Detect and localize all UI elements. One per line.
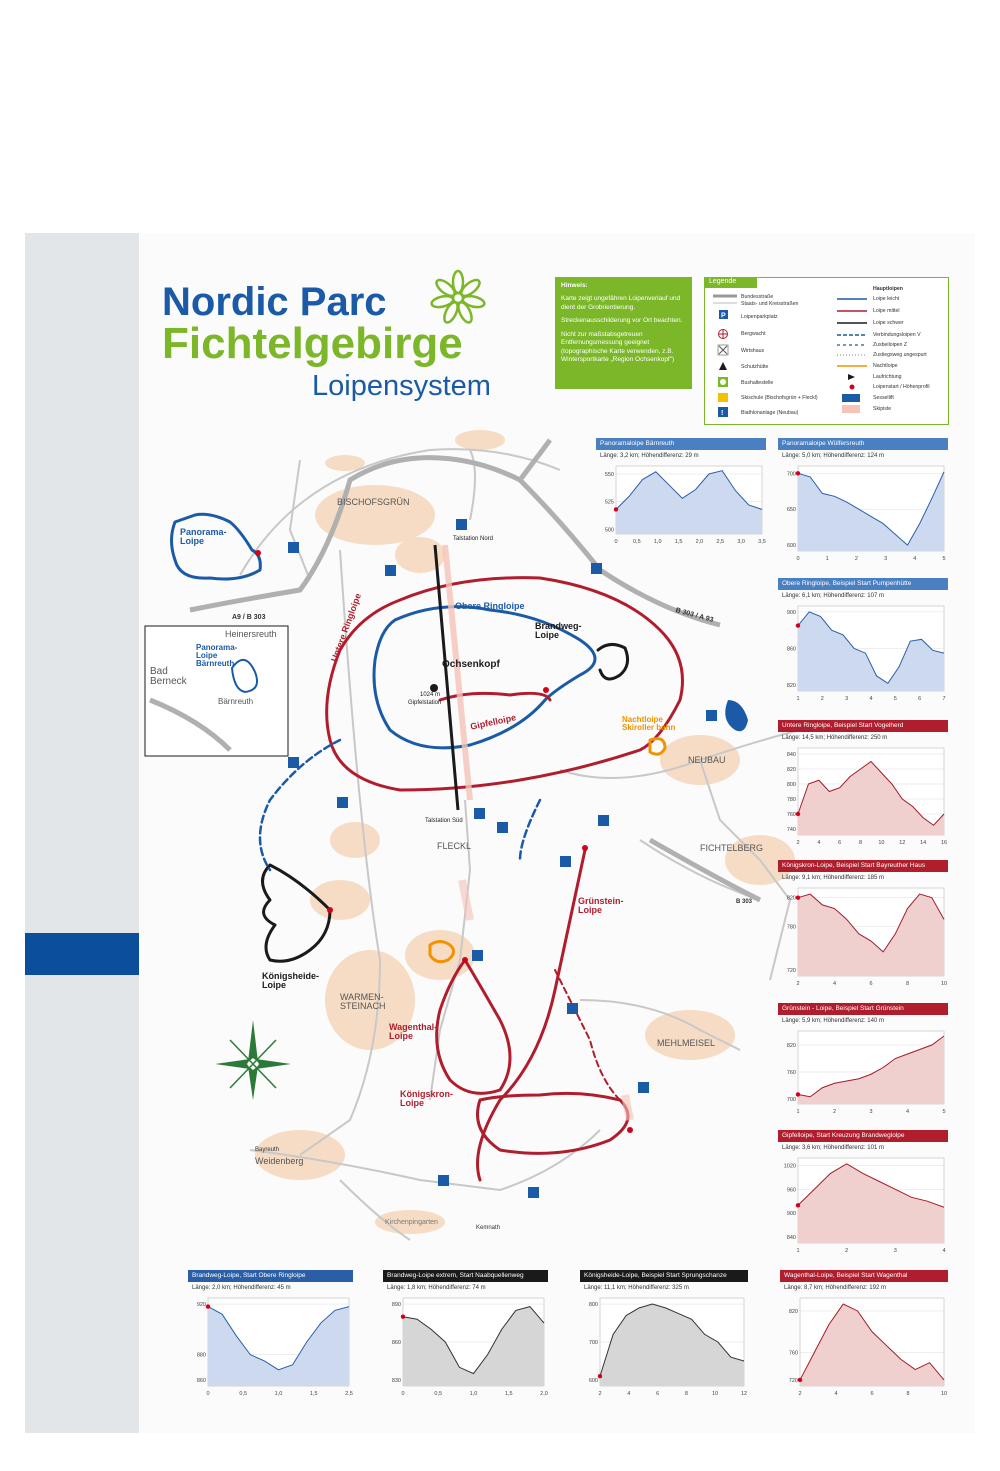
profile-x-tick: 6 [838, 840, 842, 846]
profile-x-tick: 5 [893, 696, 897, 702]
legend-item: Skischule (Bischofsgrün + Fleckl) [741, 395, 818, 401]
profile-title: Brandweg-Loipe extrem, Start Naabquellenweg [383, 1270, 548, 1282]
inset-bad-berneck: Bad Berneck [150, 666, 187, 687]
profile-x-tick: 5 [942, 556, 946, 562]
profile-y-tick: 890 [391, 1302, 401, 1309]
road-bayreuth: Bayreuth [255, 1147, 280, 1153]
legend-item: Sessellift [873, 395, 894, 401]
profile-subtitle: Länge: 5,0 km; Höhendifferenz: 124 m [782, 453, 884, 459]
profile-chart [778, 1130, 948, 1255]
profile-y-tick: 760 [788, 1350, 798, 1357]
label-gruenstein-loipe: Grünstein-Loipe [578, 896, 624, 915]
profile-x-tick: 0 [796, 556, 800, 562]
profile-x-tick: 1,0 [469, 1391, 478, 1397]
legend-item: Loipe schwer [873, 320, 904, 326]
profile-x-tick: 2,5 [345, 1391, 353, 1397]
profile-chart [778, 1003, 948, 1116]
place-warmensteinach: WARMEN-STEINACH [340, 992, 386, 1011]
profile-y-tick: 550 [604, 472, 614, 479]
profile-y-tick: 1020 [783, 1163, 796, 1170]
legend-item: Bundesstraße [741, 294, 774, 300]
profile-y-tick: 700 [786, 471, 796, 478]
profile-title: Gipfelloipe, Start Kreuzung Brandweglolpe [778, 1130, 948, 1142]
profile-x-tick: 4 [627, 1391, 631, 1397]
profile-chart [596, 438, 766, 546]
profile-start-marker [796, 812, 800, 816]
profile-x-tick: 0,5 [239, 1391, 248, 1397]
profile-title: Brandweg-Loipe, Start Obere Ringloipe [188, 1270, 353, 1282]
profile-y-tick: 840 [786, 752, 796, 758]
profile-start-marker [796, 895, 800, 899]
profile-y-tick: 880 [196, 1352, 206, 1359]
inset-heinersreuth: Heinersreuth [225, 629, 277, 639]
profile-y-tick: 860 [196, 1377, 206, 1384]
profile-y-tick: 720 [786, 967, 796, 974]
profile-x-tick: 6 [656, 1391, 660, 1397]
svg-text:P: P [721, 312, 726, 320]
title-fichtelgebirge: Fichtelgebirge [162, 319, 463, 368]
profile-subtitle: Länge: 14,5 km; Höhendifferenz: 250 m [782, 735, 888, 741]
profile-x-tick: 14 [920, 840, 927, 846]
profile-subtitle: Länge: 2,0 km; Höhendifferenz: 45 m [192, 1285, 291, 1291]
profile-start-marker [401, 1315, 405, 1319]
profile-x-tick: 1 [796, 696, 800, 702]
profile-x-tick: 5 [942, 1109, 946, 1115]
legend-item: Nachtloipe [873, 363, 898, 369]
profile-x-tick: 1,5 [309, 1391, 318, 1397]
profile-x-tick: 8 [684, 1391, 688, 1397]
place-fleckl: FLECKL [437, 841, 472, 851]
profile-chart [188, 1270, 353, 1398]
legend-item: Zustiegsweg ungespurt [873, 352, 927, 358]
profile-x-tick: 1,5 [674, 539, 683, 545]
gruenstein-loipe-trail [478, 850, 586, 1180]
label-talstation-nord: Talstation Nord [453, 536, 494, 542]
profile-subtitle: Länge: 11,1 km; Höhendifferenz: 325 m [584, 1285, 689, 1291]
label-untere-ringloipe: Untere Ringloipe [329, 591, 364, 664]
profile-subtitle: Länge: 1,8 km; Höhendifferenz: 74 m [387, 1285, 486, 1291]
profile-start-marker [796, 471, 800, 475]
label-gipfelloipe: Gipfelloipe [469, 712, 517, 732]
profile-x-tick: 1 [825, 556, 829, 562]
profile-x-tick: 4 [905, 1109, 910, 1115]
profile-x-tick: 8 [905, 981, 910, 987]
profile-title: Grünstein - Loipe, Beispiel Start Grünstein [778, 1003, 948, 1015]
profile-untere-ringloipe [778, 720, 948, 847]
profile-start-marker [614, 507, 618, 511]
profile-subtitle: Länge: 3,2 km; Höhendifferenz: 29 m [600, 453, 699, 459]
profile-x-tick: 3 [869, 1109, 873, 1115]
profile-y-tick: 920 [196, 1302, 206, 1309]
profile-koenigsheide-loipe [580, 1270, 748, 1398]
profile-x-tick: 2 [832, 1109, 837, 1115]
legend-item: Bushaltestelle [741, 380, 774, 386]
profile-y-tick: 780 [786, 797, 796, 803]
label-nachtloipe-skiroller: Nachtloipe Skiroller bahn [622, 715, 676, 732]
legend-item: Bergwacht [741, 331, 766, 337]
legend-item: Schutzhütte [741, 364, 769, 370]
profile-title: Königskron-Loipe, Beispiel Start Bayreuther Haus [778, 860, 948, 872]
profile-x-tick: 10 [878, 840, 885, 846]
profile-chart [780, 1270, 948, 1398]
legend-item: Staats- und Kreisstraßen [741, 301, 799, 307]
profile-y-tick: 820 [786, 683, 796, 690]
profile-x-tick: 2,0 [695, 539, 704, 545]
profile-x-tick: 12 [899, 840, 906, 846]
profile-y-tick: 700 [786, 1096, 796, 1103]
label-panorama-loipe: Panorama-Loipe [180, 527, 227, 546]
profile-x-tick: 4 [869, 696, 873, 702]
profile-x-tick: 6 [870, 1391, 874, 1397]
profile-x-tick: 16 [940, 840, 948, 846]
profile-y-tick: 820 [786, 1043, 796, 1050]
profile-x-tick: 6 [918, 696, 922, 702]
compass-rose-icon [215, 1020, 291, 1100]
profile-x-tick: 12 [740, 1391, 748, 1397]
wagenthal-loipe-trail [437, 960, 510, 1093]
profile-y-tick: 900 [786, 609, 796, 616]
profile-x-tick: 8 [859, 840, 863, 846]
profile-subtitle: Länge: 3,6 km; Höhendifferenz: 101 m [782, 1145, 884, 1151]
profile-brandweg-extrem [383, 1270, 548, 1398]
road-a9-b303: A9 / B 303 [232, 614, 266, 621]
profile-start-marker [796, 623, 800, 627]
place-kirchenpingarten: Kirchenpingarten [385, 1219, 438, 1226]
profile-title: Panoramaloipe Wülfersreuth [778, 438, 948, 450]
profile-x-tick: 10 [712, 1391, 719, 1397]
profile-chart [580, 1270, 748, 1398]
profile-gipfelloipe [778, 1130, 948, 1255]
brandweg-loipe-trail [598, 644, 628, 679]
profile-obere-ringloipe [778, 578, 948, 703]
label-brandweg-loipe: Brandweg-Loipe [535, 621, 582, 640]
profile-y-tick: 860 [391, 1340, 401, 1346]
place-neubau: NEUBAU [688, 755, 726, 765]
profile-x-tick: 2,5 [716, 539, 725, 545]
inset-panorama-loipe: Panorama-Loipe Bärnreuth [196, 643, 238, 668]
label-wagenthal-loipe: Wagenthal-Loipe [389, 1022, 438, 1041]
profile-chart [778, 578, 948, 703]
inset-baernreuth: Bärnreuth [218, 697, 254, 706]
profile-subtitle: Länge: 6,1 km; Höhendifferenz: 107 m [782, 593, 884, 599]
title-nordic-parc: Nordic Parc [162, 280, 387, 324]
profile-x-tick: 1 [796, 1109, 800, 1115]
profile-x-tick: 2 [845, 1248, 849, 1254]
connection-loipe [520, 800, 540, 860]
profile-y-tick: 500 [604, 527, 614, 534]
profile-y-tick: 800 [588, 1302, 598, 1309]
profile-subtitle: Länge: 8,7 km; Höhendifferenz: 192 m [784, 1285, 886, 1291]
note-p3: Nicht zur maßstabsgetreuen Entfernungsmessung geeignet (topographische Karte verwenden, z.B. Wintersportkarte „Region Ochsenkopf") [561, 330, 675, 364]
note-p2: Streckenausschilderung vor Ort beachten. [561, 317, 683, 325]
legend-item: Verbindungsloipen V [873, 332, 921, 338]
profile-x-tick: 2 [598, 1391, 602, 1397]
profile-x-tick: 3 [893, 1248, 897, 1254]
gipfelloipe-trail [440, 693, 550, 700]
profile-x-tick: 4 [942, 1248, 946, 1254]
profile-x-tick: 3,0 [737, 539, 745, 545]
profile-y-tick: 700 [588, 1340, 598, 1346]
profile-y-tick: 830 [391, 1377, 401, 1384]
legend-item: Laufrichtung [873, 374, 902, 380]
place-bischofsgruen: BISCHOFSGRÜN [337, 497, 410, 507]
profile-wagenthal-loipe [780, 1270, 948, 1398]
legend-item: Skipiste [873, 406, 892, 412]
label-koenigsheide-loipe: Königsheide-Loipe [262, 971, 320, 990]
profile-y-tick: 960 [786, 1187, 796, 1194]
profile-x-tick: 2 [798, 1391, 802, 1397]
road-b303: B 303 [736, 899, 753, 905]
profile-x-tick: 3 [884, 556, 888, 562]
note-p1: Karte zeigt ungefähren Loipenverlauf und dient der Grobrientierung. [561, 295, 681, 311]
profile-subtitle: Länge: 9,1 km; Höhendifferenz: 185 m [782, 875, 884, 881]
profile-brandweg-loipe [188, 1270, 353, 1398]
profile-title: Königsheide-Loipe, Beispiel Start Sprungschanze [580, 1270, 748, 1282]
profile-x-tick: 10 [940, 1391, 948, 1397]
profile-x-tick: 0,5 [633, 539, 641, 545]
legend-item: Loipe mittel [873, 308, 900, 314]
profile-title: Untere Ringloipe, Beispiel Start Vogelherd [778, 720, 948, 732]
profile-y-tick: 650 [786, 507, 796, 514]
legend-item: Biathlonanlage (Neubau) [741, 410, 799, 416]
profile-y-tick: 740 [786, 827, 796, 833]
lake [725, 700, 748, 731]
profile-x-tick: 1,5 [504, 1391, 513, 1397]
profile-x-tick: 7 [942, 696, 946, 702]
profile-x-tick: 2 [820, 696, 824, 702]
profile-title: Wagenthal-Loipe, Beispiel Start Wagenthal [780, 1270, 948, 1282]
profile-start-marker [598, 1374, 602, 1378]
profile-start-marker [206, 1304, 210, 1308]
profile-y-tick: 760 [786, 1069, 796, 1076]
connection-loipe [555, 970, 620, 1100]
note-heading: Hinweis: [561, 282, 588, 289]
label-peak-height: 1024 m [420, 692, 441, 698]
profile-y-tick: 600 [588, 1377, 598, 1384]
profile-y-tick: 720 [788, 1377, 798, 1384]
profile-x-tick: 4 [832, 981, 837, 987]
profile-x-tick: 3 [845, 696, 849, 702]
profile-x-tick: 0 [401, 1391, 405, 1397]
profile-y-tick: 820 [786, 767, 796, 773]
profile-x-tick: 10 [940, 981, 948, 987]
peak-marker [430, 684, 438, 692]
profile-x-tick: 3,5 [758, 539, 766, 545]
profile-koenigskron-loipe [778, 860, 948, 988]
profile-y-tick: 820 [786, 895, 796, 902]
profile-subtitle: Länge: 5,9 km; Höhendifferenz: 140 m [782, 1018, 884, 1024]
profile-x-tick: 2,0 [540, 1391, 548, 1397]
profile-x-tick: 2 [854, 556, 858, 562]
legend-item: Loipenstart / Höhenprofil [873, 384, 930, 390]
legend-item: Loipenparkplatz [741, 314, 778, 320]
profile-start-marker [796, 1203, 800, 1207]
profile-x-tick: 4 [834, 1391, 838, 1397]
legend-title: Legende [705, 278, 757, 288]
profile-panorama-wuelfersreuth [778, 438, 948, 563]
profile-panorama-baernreuth [596, 438, 766, 546]
legend-item: Loipe leicht [873, 296, 900, 302]
profile-y-tick: 760 [786, 812, 796, 818]
profile-title: Obere Ringloipe, Beispiel Start Pumpenhütte [778, 578, 948, 590]
place-weidenberg: Weidenberg [255, 1156, 304, 1166]
place-mehlmeisel: MEHLMEISEL [657, 1038, 716, 1048]
profile-chart [778, 438, 948, 563]
profile-x-tick: 4 [817, 840, 821, 846]
profile-y-tick: 780 [786, 924, 796, 931]
profile-x-tick: 0 [614, 539, 618, 545]
profile-start-marker [798, 1378, 802, 1382]
profile-y-tick: 860 [786, 646, 796, 653]
profile-title: Panoramaloipe Bärnreuth [596, 438, 766, 450]
title-loipensystem: Loipensystem [312, 370, 491, 402]
profile-start-marker [796, 1092, 800, 1096]
road-kemnath: Kemnath [476, 1225, 501, 1231]
profile-chart [778, 860, 948, 988]
profile-chart [383, 1270, 548, 1398]
legend-right-heading: Hauptloipen [873, 286, 903, 292]
profile-gruenstein-loipe [778, 1003, 948, 1116]
panorama-loipe-trail [172, 514, 261, 579]
profile-chart [778, 720, 948, 847]
place-fichtelberg: FICHTELBERG [700, 843, 764, 853]
profile-x-tick: 1 [796, 1248, 800, 1254]
connection-loipe [260, 740, 340, 870]
legend-item: Wirtshaus [741, 348, 765, 354]
profile-y-tick: 840 [786, 1235, 796, 1242]
profile-y-tick: 800 [786, 782, 796, 788]
profile-y-tick: 525 [604, 499, 614, 506]
profile-y-tick: 600 [786, 543, 796, 550]
profile-x-tick: 8 [906, 1391, 910, 1397]
svg-text:!: ! [721, 410, 724, 417]
profile-x-tick: 6 [869, 981, 873, 987]
profile-x-tick: 0,5 [434, 1391, 443, 1397]
label-talstation-sued: Talstation Süd [425, 818, 463, 824]
label-peak: Ochsenkopf [442, 659, 500, 670]
profile-x-tick: 1,0 [653, 539, 662, 545]
profile-y-tick: 820 [788, 1308, 798, 1315]
profile-x-tick: 0 [206, 1391, 210, 1397]
label-koenigskron-loipe: Königskron-Loipe [400, 1089, 453, 1108]
profile-x-tick: 1,0 [274, 1391, 283, 1397]
profile-x-tick: 2 [796, 840, 800, 846]
profile-y-tick: 900 [786, 1211, 796, 1218]
profile-x-tick: 4 [913, 556, 917, 562]
legend-item: Zusbeiloipen Z [873, 342, 908, 348]
label-gipfelstation: Gipfelstation [408, 700, 442, 706]
road-b303-a93: B 303 / A 93 [674, 607, 715, 624]
label-obere-ringloipe: Obere Ringloipe [455, 601, 525, 611]
profile-x-tick: 2 [796, 981, 800, 987]
